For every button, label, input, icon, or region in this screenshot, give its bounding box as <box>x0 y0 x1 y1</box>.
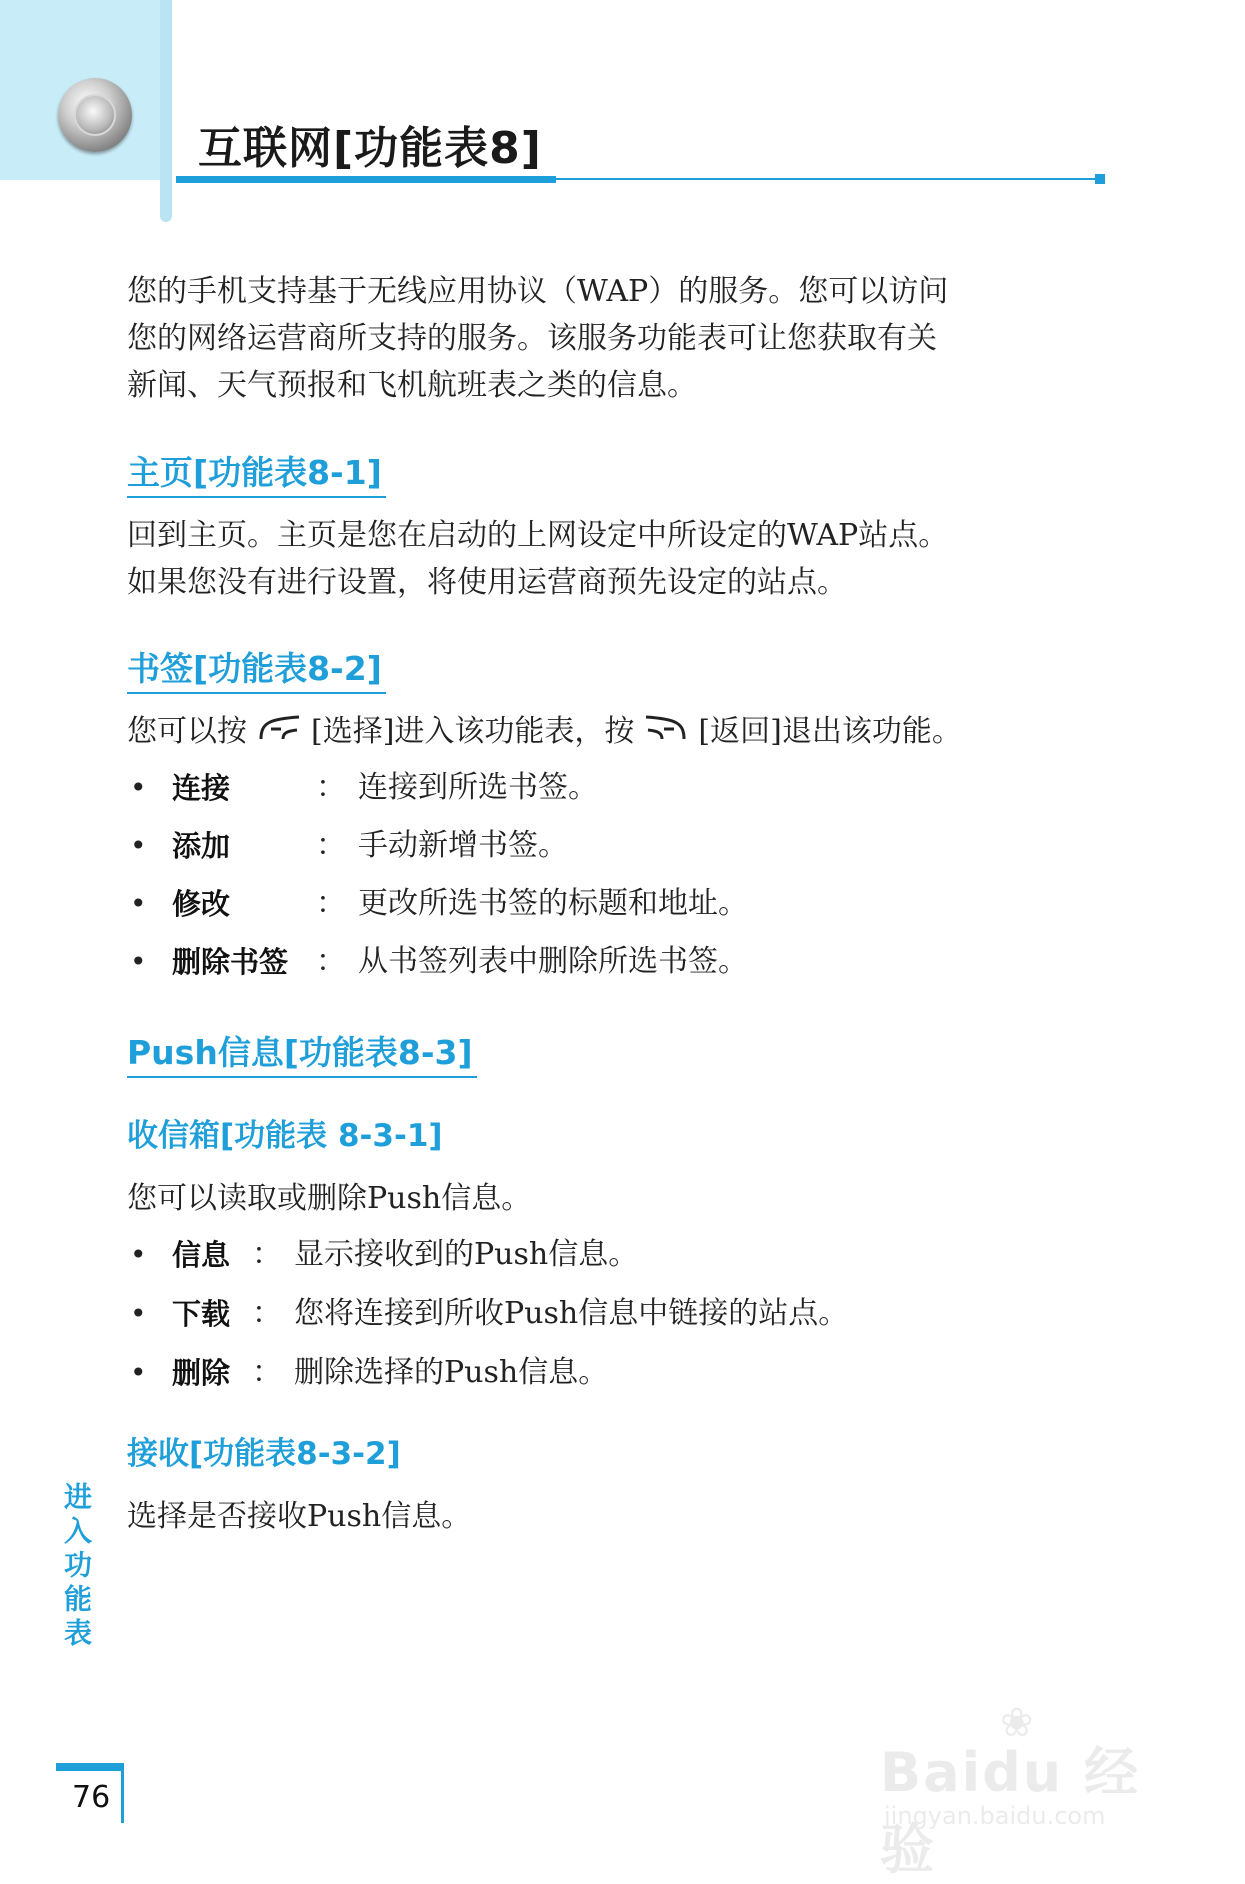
bullet-dot: • <box>130 945 147 978</box>
watermark <box>880 1700 1180 1881</box>
bookmarks-intro-part2: [选择]进入该功能表，按 <box>311 714 635 749</box>
title-rule-end <box>1095 174 1105 184</box>
paw-icon: ❀ <box>1000 1700 1034 1746</box>
vertical-accent-bar <box>160 0 172 222</box>
list-item-colon: ： <box>316 886 346 921</box>
list-item-desc: 连接到所选书签。 <box>358 770 598 805</box>
list-item-term: 删除书签 <box>172 945 289 979</box>
home-line-2: 如果您没有进行设置，将使用运营商预先设定的站点。 <box>127 565 847 600</box>
list-item-colon: ： <box>252 1237 282 1272</box>
sidebar-label: 进入功能表 <box>60 1482 93 1652</box>
list-item-colon: ： <box>316 770 346 805</box>
list-item-desc: 更改所选书签的标题和地址。 <box>358 886 748 921</box>
list-item-desc: 显示接收到的Push信息。 <box>294 1237 639 1272</box>
list-item-colon: ： <box>316 944 346 979</box>
receive-text: 选择是否接收Push信息。 <box>127 1499 472 1534</box>
subsection-heading-inbox: 收信箱[功能表 8-3-1] <box>127 1118 443 1154</box>
bullet-dot: • <box>130 829 147 862</box>
section-heading-home: 主页[功能表8-1] <box>127 452 386 498</box>
globe-icon <box>58 78 132 152</box>
title-underline <box>176 176 556 183</box>
intro-line-2: 您的网络运营商所支持的服务。该服务功能表可让您获取有关 <box>127 321 937 356</box>
left-soft-key-icon <box>255 710 303 757</box>
list-item-term: 删除 <box>172 1356 231 1390</box>
page-number-bar <box>56 1763 124 1771</box>
list-item-term: 修改 <box>172 887 231 921</box>
page-title: 互联网[功能表8] <box>198 123 542 174</box>
list-item-colon: ： <box>252 1296 282 1331</box>
bullet-dot: • <box>130 1238 147 1271</box>
home-line-1: 回到主页。主页是您在启动的上网设定中所设定的WAP站点。 <box>127 518 949 553</box>
list-item-term: 连接 <box>172 771 231 805</box>
list-item-colon: ： <box>252 1355 282 1390</box>
list-item-colon: ： <box>316 828 346 863</box>
right-soft-key-icon <box>642 710 690 757</box>
watermark-url: jingyan.baidu.com <box>884 1802 1106 1830</box>
bookmarks-intro <box>127 708 962 757</box>
list-item-desc: 删除选择的Push信息。 <box>294 1355 609 1390</box>
page-number-divider <box>121 1771 124 1823</box>
section-heading-bookmarks: 书签[功能表8-2] <box>127 648 386 694</box>
bookmarks-intro-part3: [返回]退出该功能。 <box>698 714 962 749</box>
list-item-term: 下载 <box>172 1297 231 1331</box>
page-number: 76 <box>72 1780 111 1815</box>
list-item-desc: 从书签列表中删除所选书签。 <box>358 944 748 979</box>
list-item-desc: 手动新增书签。 <box>358 828 568 863</box>
bullet-dot: • <box>130 771 147 804</box>
bullet-dot: • <box>130 1356 147 1389</box>
inbox-intro: 您可以读取或删除Push信息。 <box>127 1181 532 1216</box>
intro-line-3: 新闻、天气预报和飞机航班表之类的信息。 <box>127 368 697 403</box>
title-rule <box>556 178 1101 180</box>
intro-line-1: 您的手机支持基于无线应用协议（WAP）的服务。您可以访问 <box>127 274 949 309</box>
bullet-dot: • <box>130 887 147 920</box>
subsection-heading-receive: 接收[功能表8-3-2] <box>127 1436 401 1472</box>
list-item-term: 信息 <box>172 1238 231 1272</box>
bookmarks-intro-part1: 您可以按 <box>127 714 247 749</box>
watermark-brand: Baidu 经验 <box>880 1741 1141 1881</box>
bullet-dot: • <box>130 1297 147 1330</box>
list-item-desc: 您将连接到所收Push信息中链接的站点。 <box>294 1296 849 1331</box>
list-item-term: 添加 <box>172 829 231 863</box>
section-heading-push: Push信息[功能表8-3] <box>127 1032 477 1078</box>
